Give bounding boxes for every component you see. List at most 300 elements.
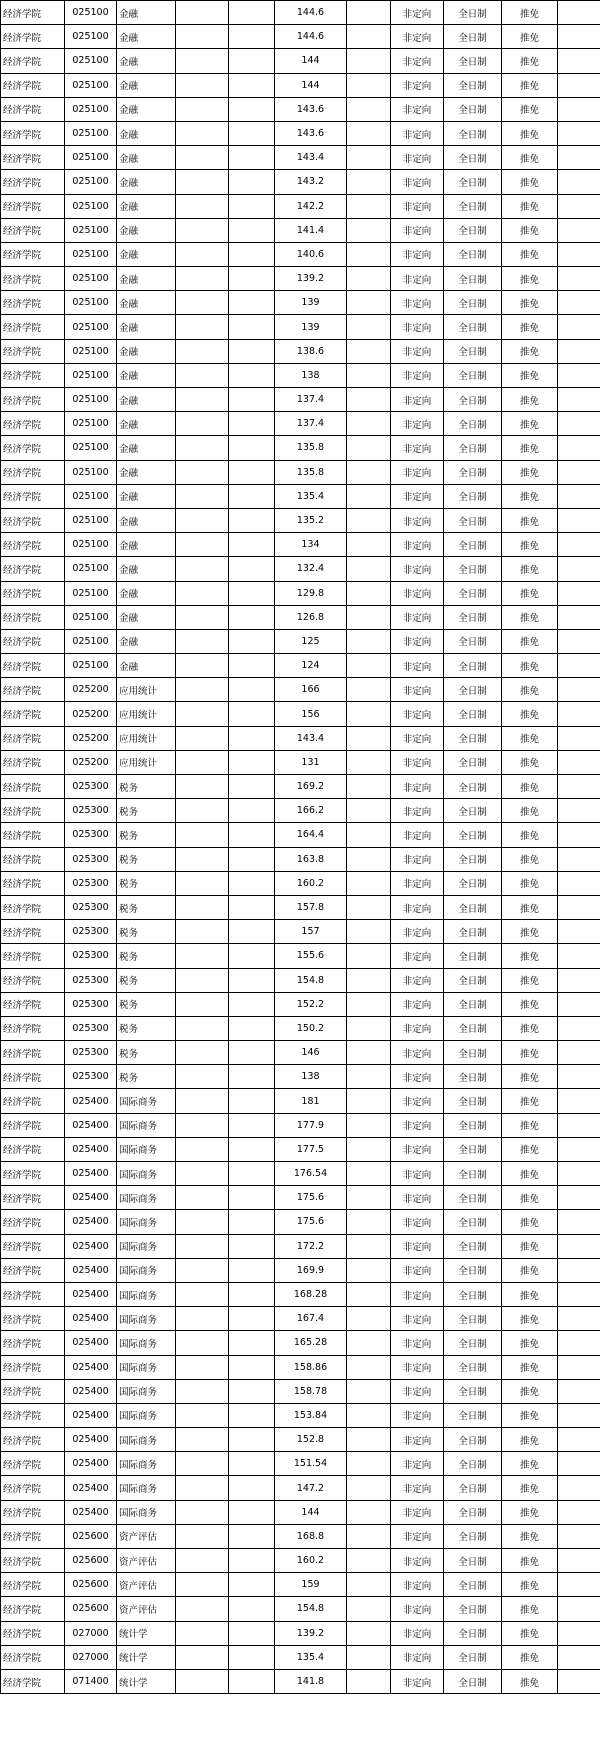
empty-col-d-cell xyxy=(558,146,600,170)
empty-col-a-cell xyxy=(176,1669,229,1693)
college-cell: 经济学院 xyxy=(1,1621,65,1645)
study-mode-cell: 全日制 xyxy=(444,775,502,799)
empty-col-c-cell xyxy=(347,605,391,629)
major-name-cell: 金融 xyxy=(117,267,176,291)
table-row xyxy=(1,1,600,25)
college-cell: 经济学院 xyxy=(1,339,65,363)
major-code-cell: 025100 xyxy=(65,315,117,339)
score-cell: 160.2 xyxy=(275,1549,347,1573)
empty-col-b-cell xyxy=(229,1258,275,1282)
study-mode-cell: 全日制 xyxy=(444,823,502,847)
study-mode-cell: 全日制 xyxy=(444,146,502,170)
major-code-cell: 025300 xyxy=(65,871,117,895)
score-cell: 137.4 xyxy=(275,412,347,436)
empty-col-a-cell xyxy=(176,1113,229,1137)
study-mode-cell: 全日制 xyxy=(444,920,502,944)
major-name-cell: 金融 xyxy=(117,605,176,629)
orientation-type-cell: 非定向 xyxy=(391,1089,444,1113)
college-cell: 经济学院 xyxy=(1,1428,65,1452)
empty-col-a-cell xyxy=(176,1065,229,1089)
orientation-type-cell: 非定向 xyxy=(391,291,444,315)
study-mode-cell: 全日制 xyxy=(444,726,502,750)
college-cell: 经济学院 xyxy=(1,654,65,678)
empty-col-c-cell xyxy=(347,823,391,847)
score-cell: 159 xyxy=(275,1573,347,1597)
table-row xyxy=(1,992,600,1016)
empty-col-a-cell xyxy=(176,1428,229,1452)
orientation-type-cell: 非定向 xyxy=(391,968,444,992)
table-row xyxy=(1,1524,600,1548)
orientation-type-cell: 非定向 xyxy=(391,944,444,968)
orientation-type-cell: 非定向 xyxy=(391,218,444,242)
admission-type-cell: 推免 xyxy=(502,121,558,145)
empty-col-b-cell xyxy=(229,1573,275,1597)
admission-type-cell: 推免 xyxy=(502,1500,558,1524)
admission-type-cell: 推免 xyxy=(502,1355,558,1379)
score-cell: 177.5 xyxy=(275,1137,347,1161)
major-code-cell: 025100 xyxy=(65,73,117,97)
admission-type-cell: 推免 xyxy=(502,799,558,823)
score-cell: 143.6 xyxy=(275,97,347,121)
major-code-cell: 025300 xyxy=(65,968,117,992)
study-mode-cell: 全日制 xyxy=(444,267,502,291)
study-mode-cell: 全日制 xyxy=(444,1307,502,1331)
major-code-cell: 025300 xyxy=(65,920,117,944)
score-cell: 140.6 xyxy=(275,242,347,266)
empty-col-d-cell xyxy=(558,1016,600,1040)
table-row xyxy=(1,121,600,145)
orientation-type-cell: 非定向 xyxy=(391,1621,444,1645)
college-cell: 经济学院 xyxy=(1,1500,65,1524)
score-cell: 137.4 xyxy=(275,388,347,412)
empty-col-c-cell xyxy=(347,1307,391,1331)
empty-col-b-cell xyxy=(229,1355,275,1379)
table-row xyxy=(1,1282,600,1306)
empty-col-a-cell xyxy=(176,895,229,919)
major-name-cell: 国际商务 xyxy=(117,1307,176,1331)
admission-type-cell: 推免 xyxy=(502,581,558,605)
table-row xyxy=(1,25,600,49)
college-cell: 经济学院 xyxy=(1,605,65,629)
empty-col-a-cell xyxy=(176,1016,229,1040)
major-code-cell: 025400 xyxy=(65,1476,117,1500)
empty-col-c-cell xyxy=(347,339,391,363)
admission-type-cell: 推免 xyxy=(502,1524,558,1548)
study-mode-cell: 全日制 xyxy=(444,508,502,532)
empty-col-c-cell xyxy=(347,1137,391,1161)
major-code-cell: 025300 xyxy=(65,847,117,871)
major-code-cell: 025100 xyxy=(65,629,117,653)
college-cell: 经济学院 xyxy=(1,242,65,266)
empty-col-d-cell xyxy=(558,895,600,919)
empty-col-a-cell xyxy=(176,944,229,968)
empty-col-c-cell xyxy=(347,267,391,291)
major-name-cell: 金融 xyxy=(117,291,176,315)
major-name-cell: 国际商务 xyxy=(117,1428,176,1452)
major-code-cell: 025100 xyxy=(65,291,117,315)
empty-col-c-cell xyxy=(347,629,391,653)
college-cell: 经济学院 xyxy=(1,895,65,919)
major-code-cell: 025400 xyxy=(65,1186,117,1210)
admission-type-cell: 推免 xyxy=(502,1,558,25)
college-cell: 经济学院 xyxy=(1,1234,65,1258)
admission-type-cell: 推免 xyxy=(502,388,558,412)
orientation-type-cell: 非定向 xyxy=(391,533,444,557)
score-cell: 172.2 xyxy=(275,1234,347,1258)
orientation-type-cell: 非定向 xyxy=(391,412,444,436)
major-name-cell: 税务 xyxy=(117,1065,176,1089)
study-mode-cell: 全日制 xyxy=(444,484,502,508)
empty-col-c-cell xyxy=(347,1210,391,1234)
empty-col-c-cell xyxy=(347,388,391,412)
college-cell: 经济学院 xyxy=(1,1113,65,1137)
empty-col-a-cell xyxy=(176,146,229,170)
major-name-cell: 金融 xyxy=(117,581,176,605)
table-row xyxy=(1,847,600,871)
table-row xyxy=(1,1597,600,1621)
empty-col-b-cell xyxy=(229,73,275,97)
major-name-cell: 金融 xyxy=(117,460,176,484)
empty-col-c-cell xyxy=(347,508,391,532)
major-code-cell: 027000 xyxy=(65,1645,117,1669)
major-name-cell: 金融 xyxy=(117,629,176,653)
major-name-cell: 应用统计 xyxy=(117,702,176,726)
study-mode-cell: 全日制 xyxy=(444,194,502,218)
study-mode-cell: 全日制 xyxy=(444,1065,502,1089)
score-cell: 152.8 xyxy=(275,1428,347,1452)
admission-type-cell: 推免 xyxy=(502,1669,558,1693)
major-name-cell: 金融 xyxy=(117,242,176,266)
score-cell: 135.4 xyxy=(275,1645,347,1669)
empty-col-b-cell xyxy=(229,267,275,291)
empty-col-d-cell xyxy=(558,629,600,653)
orientation-type-cell: 非定向 xyxy=(391,1307,444,1331)
major-name-cell: 金融 xyxy=(117,194,176,218)
major-code-cell: 025400 xyxy=(65,1282,117,1306)
empty-col-b-cell xyxy=(229,460,275,484)
orientation-type-cell: 非定向 xyxy=(391,1549,444,1573)
empty-col-d-cell xyxy=(558,25,600,49)
orientation-type-cell: 非定向 xyxy=(391,363,444,387)
admission-type-cell: 推免 xyxy=(502,702,558,726)
study-mode-cell: 全日制 xyxy=(444,339,502,363)
empty-col-c-cell xyxy=(347,726,391,750)
orientation-type-cell: 非定向 xyxy=(391,315,444,339)
orientation-type-cell: 非定向 xyxy=(391,1234,444,1258)
empty-col-d-cell xyxy=(558,1307,600,1331)
table-row xyxy=(1,1089,600,1113)
college-cell: 经济学院 xyxy=(1,1282,65,1306)
empty-col-c-cell xyxy=(347,146,391,170)
study-mode-cell: 全日制 xyxy=(444,1549,502,1573)
orientation-type-cell: 非定向 xyxy=(391,1065,444,1089)
score-cell: 163.8 xyxy=(275,847,347,871)
orientation-type-cell: 非定向 xyxy=(391,1452,444,1476)
college-cell: 经济学院 xyxy=(1,218,65,242)
study-mode-cell: 全日制 xyxy=(444,1645,502,1669)
admission-type-cell: 推免 xyxy=(502,992,558,1016)
major-name-cell: 金融 xyxy=(117,436,176,460)
college-cell: 经济学院 xyxy=(1,629,65,653)
empty-col-a-cell xyxy=(176,25,229,49)
major-code-cell: 025400 xyxy=(65,1137,117,1161)
study-mode-cell: 全日制 xyxy=(444,799,502,823)
admission-type-cell: 推免 xyxy=(502,1476,558,1500)
major-code-cell: 025400 xyxy=(65,1258,117,1282)
major-name-cell: 金融 xyxy=(117,218,176,242)
college-cell: 经济学院 xyxy=(1,1549,65,1573)
admission-type-cell: 推免 xyxy=(502,508,558,532)
score-cell: 155.6 xyxy=(275,944,347,968)
score-cell: 169.9 xyxy=(275,1258,347,1282)
empty-col-c-cell xyxy=(347,1065,391,1089)
college-cell: 经济学院 xyxy=(1,1307,65,1331)
empty-col-d-cell xyxy=(558,1669,600,1693)
score-cell: 175.6 xyxy=(275,1210,347,1234)
table-row xyxy=(1,1355,600,1379)
admission-type-cell: 推免 xyxy=(502,1621,558,1645)
empty-col-b-cell xyxy=(229,1234,275,1258)
empty-col-a-cell xyxy=(176,1452,229,1476)
study-mode-cell: 全日制 xyxy=(444,1573,502,1597)
empty-col-a-cell xyxy=(176,363,229,387)
college-cell: 经济学院 xyxy=(1,460,65,484)
empty-col-c-cell xyxy=(347,1549,391,1573)
empty-col-b-cell xyxy=(229,1403,275,1427)
empty-col-c-cell xyxy=(347,1355,391,1379)
empty-col-d-cell xyxy=(558,388,600,412)
orientation-type-cell: 非定向 xyxy=(391,871,444,895)
score-cell: 157.8 xyxy=(275,895,347,919)
empty-col-a-cell xyxy=(176,750,229,774)
empty-col-c-cell xyxy=(347,1452,391,1476)
empty-col-c-cell xyxy=(347,533,391,557)
empty-col-b-cell xyxy=(229,1016,275,1040)
study-mode-cell: 全日制 xyxy=(444,218,502,242)
college-cell: 经济学院 xyxy=(1,436,65,460)
score-cell: 129.8 xyxy=(275,581,347,605)
score-cell: 177.9 xyxy=(275,1113,347,1137)
orientation-type-cell: 非定向 xyxy=(391,605,444,629)
orientation-type-cell: 非定向 xyxy=(391,121,444,145)
empty-col-c-cell xyxy=(347,1403,391,1427)
major-name-cell: 税务 xyxy=(117,944,176,968)
empty-col-c-cell xyxy=(347,992,391,1016)
empty-col-d-cell xyxy=(558,1186,600,1210)
admission-type-cell: 推免 xyxy=(502,920,558,944)
empty-col-c-cell xyxy=(347,944,391,968)
empty-col-c-cell xyxy=(347,654,391,678)
major-name-cell: 金融 xyxy=(117,1,176,25)
empty-col-b-cell xyxy=(229,1549,275,1573)
college-cell: 经济学院 xyxy=(1,1476,65,1500)
major-name-cell: 税务 xyxy=(117,992,176,1016)
empty-col-c-cell xyxy=(347,702,391,726)
orientation-type-cell: 非定向 xyxy=(391,1597,444,1621)
major-code-cell: 025100 xyxy=(65,339,117,363)
college-cell: 经济学院 xyxy=(1,823,65,847)
study-mode-cell: 全日制 xyxy=(444,97,502,121)
admission-type-cell: 推免 xyxy=(502,1234,558,1258)
empty-col-a-cell xyxy=(176,1162,229,1186)
empty-col-c-cell xyxy=(347,1669,391,1693)
empty-col-b-cell xyxy=(229,49,275,73)
empty-col-b-cell xyxy=(229,1282,275,1306)
study-mode-cell: 全日制 xyxy=(444,1258,502,1282)
empty-col-a-cell xyxy=(176,1137,229,1161)
score-cell: 153.84 xyxy=(275,1403,347,1427)
empty-col-b-cell xyxy=(229,1041,275,1065)
major-name-cell: 金融 xyxy=(117,25,176,49)
major-name-cell: 金融 xyxy=(117,73,176,97)
admission-type-cell: 推免 xyxy=(502,1041,558,1065)
empty-col-c-cell xyxy=(347,1524,391,1548)
admission-type-cell: 推免 xyxy=(502,25,558,49)
admission-type-cell: 推免 xyxy=(502,363,558,387)
empty-col-c-cell xyxy=(347,1113,391,1137)
score-cell: 158.78 xyxy=(275,1379,347,1403)
empty-col-c-cell xyxy=(347,920,391,944)
empty-col-d-cell xyxy=(558,1573,600,1597)
major-code-cell: 025200 xyxy=(65,702,117,726)
empty-col-a-cell xyxy=(176,1573,229,1597)
major-name-cell: 税务 xyxy=(117,847,176,871)
empty-col-d-cell xyxy=(558,1645,600,1669)
orientation-type-cell: 非定向 xyxy=(391,1524,444,1548)
table-row xyxy=(1,1403,600,1427)
major-name-cell: 资产评估 xyxy=(117,1549,176,1573)
empty-col-a-cell xyxy=(176,1234,229,1258)
admission-type-cell: 推免 xyxy=(502,533,558,557)
empty-col-d-cell xyxy=(558,775,600,799)
empty-col-a-cell xyxy=(176,847,229,871)
score-cell: 181 xyxy=(275,1089,347,1113)
table-row xyxy=(1,1041,600,1065)
major-code-cell: 025200 xyxy=(65,678,117,702)
college-cell: 经济学院 xyxy=(1,97,65,121)
major-code-cell: 025400 xyxy=(65,1428,117,1452)
study-mode-cell: 全日制 xyxy=(444,1089,502,1113)
empty-col-d-cell xyxy=(558,1452,600,1476)
study-mode-cell: 全日制 xyxy=(444,1428,502,1452)
empty-col-c-cell xyxy=(347,1016,391,1040)
major-code-cell: 025300 xyxy=(65,1041,117,1065)
admission-type-cell: 推免 xyxy=(502,847,558,871)
college-cell: 经济学院 xyxy=(1,49,65,73)
score-cell: 157 xyxy=(275,920,347,944)
empty-col-b-cell xyxy=(229,557,275,581)
major-code-cell: 071400 xyxy=(65,1669,117,1693)
empty-col-c-cell xyxy=(347,847,391,871)
admission-type-cell: 推免 xyxy=(502,1162,558,1186)
empty-col-a-cell xyxy=(176,339,229,363)
major-name-cell: 国际商务 xyxy=(117,1331,176,1355)
major-code-cell: 025400 xyxy=(65,1355,117,1379)
admission-type-cell: 推免 xyxy=(502,97,558,121)
college-cell: 经济学院 xyxy=(1,1452,65,1476)
empty-col-b-cell xyxy=(229,1089,275,1113)
admission-type-cell: 推免 xyxy=(502,1065,558,1089)
major-name-cell: 税务 xyxy=(117,895,176,919)
empty-col-c-cell xyxy=(347,1428,391,1452)
table-row xyxy=(1,170,600,194)
empty-col-a-cell xyxy=(176,1500,229,1524)
empty-col-b-cell xyxy=(229,1065,275,1089)
empty-col-a-cell xyxy=(176,1355,229,1379)
major-code-cell: 025400 xyxy=(65,1234,117,1258)
score-cell: 132.4 xyxy=(275,557,347,581)
orientation-type-cell: 非定向 xyxy=(391,920,444,944)
empty-col-a-cell xyxy=(176,1524,229,1548)
empty-col-c-cell xyxy=(347,1573,391,1597)
major-name-cell: 金融 xyxy=(117,388,176,412)
empty-col-b-cell xyxy=(229,436,275,460)
table-row xyxy=(1,678,600,702)
study-mode-cell: 全日制 xyxy=(444,1234,502,1258)
table-row xyxy=(1,218,600,242)
score-cell: 151.54 xyxy=(275,1452,347,1476)
table-row xyxy=(1,1258,600,1282)
empty-col-d-cell xyxy=(558,436,600,460)
score-cell: 139.2 xyxy=(275,267,347,291)
admission-type-cell: 推免 xyxy=(502,267,558,291)
orientation-type-cell: 非定向 xyxy=(391,823,444,847)
major-name-cell: 税务 xyxy=(117,920,176,944)
empty-col-c-cell xyxy=(347,412,391,436)
admission-type-cell: 推免 xyxy=(502,1428,558,1452)
empty-col-d-cell xyxy=(558,1524,600,1548)
study-mode-cell: 全日制 xyxy=(444,678,502,702)
empty-col-d-cell xyxy=(558,992,600,1016)
empty-col-a-cell xyxy=(176,97,229,121)
admission-type-cell: 推免 xyxy=(502,750,558,774)
admission-type-cell: 推免 xyxy=(502,1379,558,1403)
empty-col-b-cell xyxy=(229,218,275,242)
score-cell: 169.2 xyxy=(275,775,347,799)
admission-type-cell: 推免 xyxy=(502,315,558,339)
college-cell: 经济学院 xyxy=(1,170,65,194)
major-code-cell: 025300 xyxy=(65,775,117,799)
empty-col-d-cell xyxy=(558,581,600,605)
orientation-type-cell: 非定向 xyxy=(391,146,444,170)
empty-col-a-cell xyxy=(176,484,229,508)
empty-col-a-cell xyxy=(176,629,229,653)
major-code-cell: 025300 xyxy=(65,823,117,847)
empty-col-c-cell xyxy=(347,25,391,49)
major-code-cell: 025600 xyxy=(65,1573,117,1597)
major-name-cell: 国际商务 xyxy=(117,1379,176,1403)
empty-col-b-cell xyxy=(229,775,275,799)
empty-col-a-cell xyxy=(176,315,229,339)
study-mode-cell: 全日制 xyxy=(444,702,502,726)
college-cell: 经济学院 xyxy=(1,847,65,871)
major-name-cell: 金融 xyxy=(117,508,176,532)
major-code-cell: 025400 xyxy=(65,1403,117,1427)
admission-type-cell: 推免 xyxy=(502,339,558,363)
admission-type-cell: 推免 xyxy=(502,1452,558,1476)
orientation-type-cell: 非定向 xyxy=(391,194,444,218)
study-mode-cell: 全日制 xyxy=(444,1282,502,1306)
major-code-cell: 025400 xyxy=(65,1452,117,1476)
study-mode-cell: 全日制 xyxy=(444,944,502,968)
table-row xyxy=(1,944,600,968)
study-mode-cell: 全日制 xyxy=(444,557,502,581)
major-code-cell: 025100 xyxy=(65,146,117,170)
empty-col-d-cell xyxy=(558,678,600,702)
table-row xyxy=(1,1137,600,1161)
empty-col-b-cell xyxy=(229,920,275,944)
table-row xyxy=(1,871,600,895)
